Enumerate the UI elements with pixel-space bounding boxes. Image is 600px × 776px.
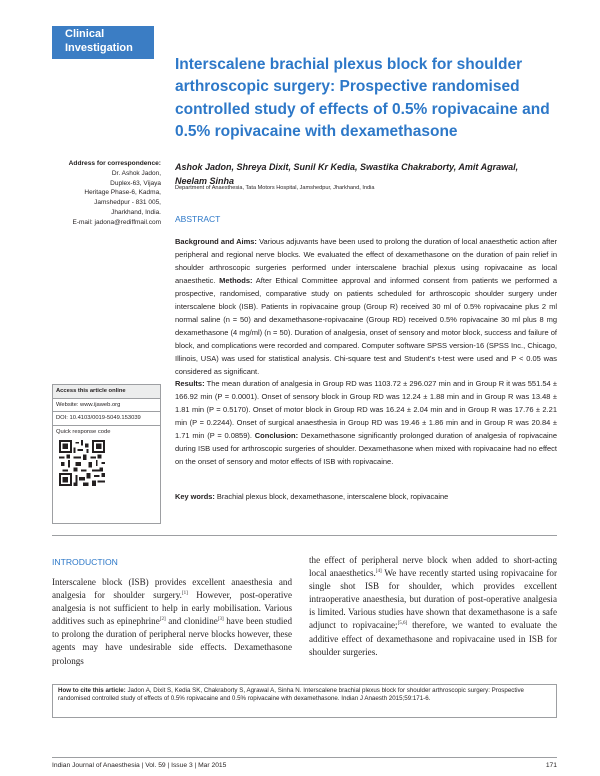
access-box-qr <box>53 426 160 493</box>
access-article-box <box>52 384 161 524</box>
authors-line: Ashok Jadon, Shreya Dixit, Sunil Kr Kedia, Swastika Chakraborty, Amit Agrawal, <box>175 162 519 172</box>
correspondence-line: Heritage Phase-6, Kadma, <box>84 189 161 197</box>
reference-link[interactable]: [4] <box>375 569 382 575</box>
keywords-text: Brachial plexus block, dexamethasone, interscalene block, ropivacaine <box>214 492 449 501</box>
access-box-heading: Access this article online <box>53 385 160 399</box>
title-line: arthroscopic surgery: Prospective randomised <box>175 78 520 96</box>
access-box-doi[interactable]: DOI: 10.4103/0019-5049.153039 <box>53 412 160 426</box>
page-footer <box>52 757 557 769</box>
section-badge <box>52 26 154 59</box>
abstract-methods-label: Methods: <box>219 275 253 285</box>
citation-text: Jadon A, Dixit S, Kedia SK, Chakraborty S, Agrawal A, Sinha N. Interscalene brachial plexus block for shoulder arthroscopic surgery: Prospective randomised controlled study of effects of 0.5% ropivacaine and 0.5% ropivacaine with dexamethasone. Indian J Anaesth 2015;59:171-6. <box>58 687 524 703</box>
abstract-conclusion-label: Conclusion: <box>254 431 299 441</box>
intro-text: However, post-operative analgesia is not sufficient to help in early mobilisation. Various additives such as epinephrine <box>52 590 292 627</box>
abstract-results-label: Results: <box>175 379 205 389</box>
correspondence-line: Dr. Ashok Jadon, <box>111 169 161 177</box>
intro-text: have been studied to prolong the duration of peripheral nerve blocks however, these agents may have undesirable side effects. Dexamethasone prolongs <box>52 616 292 666</box>
abstract-background-text: Various adjuvants have been used to prolong the duration of local anaesthetic action after peripheral and regional nerve blocks. We evaluated the effect of dexamethasone on the duration of pain relief in shoulder arthroscopic surgeries performed under interscalene brachial plexus using ropivacaine as local anaesthetic. <box>175 237 557 285</box>
abstract-heading: ABSTRACT <box>175 214 221 224</box>
correspondence-label: Address for correspondence: <box>68 160 161 167</box>
title-line: Interscalene brachial plexus block for shoulder <box>175 56 523 73</box>
abstract-body <box>175 236 557 469</box>
correspondence-email[interactable]: E-mail: jadona@rediffmail.com <box>72 218 161 226</box>
journal-info: Indian Journal of Anaesthesia | Vol. 59 | Issue 3 | Mar 2015 <box>52 762 227 769</box>
citation-label: How to cite this article: <box>58 687 126 694</box>
intro-text: Interscalene block (ISB) provides excellent anaesthesia and analgesia for shoulder surgery. <box>52 577 292 601</box>
reference-link[interactable]: [3] <box>217 617 224 623</box>
intro-text: and clonidine <box>165 616 218 627</box>
correspondence-line: Duplex-63, Vijaya <box>110 179 161 187</box>
divider <box>52 535 557 536</box>
introduction-heading: INTRODUCTION <box>52 557 118 567</box>
reference-link[interactable]: [1] <box>181 591 188 597</box>
abstract-methods-text: After Ethical Committee approval and informed consent from patients we performed a prospective, randomised, comparative study on patients scheduled for arthroscopic shoulder surgery under interscalene block (ISB). Patients in ropivacaine group (Group R) received 30 ml of 0.5% ropivacaine plus 2 ml normal saline (n = 50) and dexamethasone-ropivacaine (Group RD) received 0.5% ropivacaine 30 ml plus 8 mg dexamethasone (4 mg/ml) (n = 50). Duration of analgesia, onset of sensory and motor block, success and failure of block, and complications were recorded and compared. Computer software SPSS version-16 (SPSS Inc., Chicago, Illinois, USA) was used for statistical analysis. Chi-square test and Student's t-test were used and P < 0.05 was considered as significant. <box>175 275 558 376</box>
affiliation: Department of Anaesthesia, Tata Motors Hospital, Jamshedpur, Jharkhand, India <box>175 185 375 191</box>
authors-line: Neelam Sinha <box>175 176 235 186</box>
reference-link[interactable]: [2] <box>159 617 166 623</box>
abstract-conclusion-text: Dexamethasone significantly prolonged duration of analgesia of ropivacaine during ISB used for arthroscopic surgeries of shoulder. Dexamethasone when mixed with ropivacaine had no effect on the onset of sensory and motor effects of ISB with ropivacaine. <box>175 431 557 467</box>
author-list <box>175 160 575 188</box>
badge-line-1: Clinical <box>65 28 105 40</box>
title-line: controlled study of effects of 0.5% ropivacaine and <box>175 100 550 118</box>
article-title <box>175 54 555 143</box>
correspondence-block <box>22 159 161 228</box>
badge-line-2: Investigation <box>65 41 133 54</box>
access-box-website[interactable]: Website: www.ijaweb.org <box>53 399 160 413</box>
keywords <box>175 492 555 501</box>
intro-text: the effect of peripheral nerve block when added to short-acting local anaesthetics. <box>309 555 557 579</box>
qr-label: Quick response code <box>56 428 111 435</box>
title-line: 0.5% ropivacaine with dexamethasone <box>175 122 458 140</box>
qr-code-icon[interactable] <box>59 440 105 486</box>
correspondence-line: Jamshedpur - 831 005, <box>94 199 161 207</box>
abstract-results-text: The mean duration of analgesia in Group RD was 1103.72 ± 296.027 min and in Group R it was 551.54 ± 166.92 min (P = 0.0001). Onset of sensory block in Group RD was 12.24 ± 1.88 min and in Group R was 13.48 ± 1.81 min (P = 0.5170). Onset of motor block in Group RD was 16.24 ± 2.04 min and in Group R was 17.76 ± 2.21 min (P = 0.2244). Onset of surgical anaesthesia in Group RD was 19.46 ± 1.86 min and in Group R was 20.84 ± 1.71 min (P = 0.0859). <box>175 379 557 441</box>
how-to-cite-box <box>52 684 557 718</box>
correspondence-line: Jharkhand, India. <box>111 208 161 216</box>
intro-column-2 <box>309 554 557 659</box>
page-number: 171 <box>545 762 557 769</box>
abstract-background-label: Background and Aims: <box>175 237 257 246</box>
intro-text: therefore, we wanted to evaluate the additive effect of dexamethasone and ropivacaine used in ISB for shoulder surgeries. <box>309 620 557 657</box>
reference-link[interactable]: [5,6] <box>397 621 408 627</box>
intro-column-1 <box>52 576 292 668</box>
intro-text: We have recently started using ropivacaine for single shot ISB for shoulder, which provides excellent intraoperative anaesthesia, but duration of post-operative analgesia is limited. Various studies have shown that dexamethasone is a safe adjunct to ropivacaine; <box>309 568 557 631</box>
keywords-label: Key words: <box>175 492 215 501</box>
